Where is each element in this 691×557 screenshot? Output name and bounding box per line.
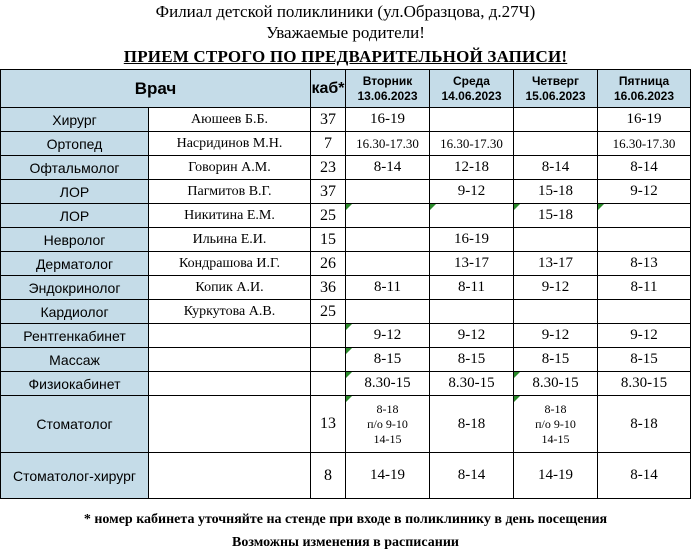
slot-cell: 8-13 [598,252,691,276]
room-cell: 7 [311,132,346,156]
slot-cell [514,300,598,324]
slot-cell: 8-18 [598,396,691,453]
slot-cell [514,132,598,156]
doctor-cell: Пагмитов В.Г. [149,180,311,204]
slot-cell: 8-18 [430,396,514,453]
doctor-cell: Ильина Е.И. [149,228,311,252]
slot-cell: 9-12 [598,180,691,204]
header-day [514,70,598,108]
table-row [1,132,691,156]
table-row [1,156,691,180]
slot-cell [514,228,598,252]
specialty-cell: ЛОР [1,180,149,204]
specialty-cell: Массаж [1,348,149,372]
table-row [1,108,691,132]
slot-cell: 9-12 [514,324,598,348]
slot-cell: 16.30-17.30 [598,132,691,156]
specialty-cell: Хирург [1,108,149,132]
doctor-cell: Насридинов М.Н. [149,132,311,156]
table-row [1,453,691,499]
table-row [1,228,691,252]
greeting: Уважаемые родители! [266,23,425,42]
slot-cell [430,108,514,132]
slot-cell: 8-14 [346,156,430,180]
day-date: 13.06.2023 [357,88,418,103]
slot-cell: 9-12 [598,324,691,348]
slot-cell [430,300,514,324]
room-cell: 25 [311,300,346,324]
slot-cell: 16.30-17.30 [346,132,430,156]
slot-cell: 14-19 [514,453,598,499]
slot-cell: 8.30-15 [346,372,430,396]
slot-cell: 8-15 [598,348,691,372]
doctor-cell [149,372,311,396]
slot-cell: 8.30-15 [430,372,514,396]
slot-cell: 8-11 [346,276,430,300]
day-name: Среда [453,73,490,88]
slot-cell: 8-15 [430,348,514,372]
slot-cell: 8-14 [598,156,691,180]
appointment-notice: ПРИЕМ СТРОГО ПО ПРЕДВАРИТЕЛЬНОЙ ЗАПИСИ! [123,47,568,66]
slot-cell: 16-19 [598,108,691,132]
table-row [1,276,691,300]
room-cell: 37 [311,108,346,132]
doctor-cell: Копик А.И. [149,276,311,300]
room-cell: 15 [311,228,346,252]
slot-cell: 8.30-15 [598,372,691,396]
slot-cell: 8-14 [430,453,514,499]
table-row [1,180,691,204]
schedule-changes-note: Возможны изменения в расписании [232,535,459,550]
header-day [430,70,514,108]
header-day [598,70,691,108]
slot-cell: 15-18 [514,180,598,204]
day-date: 14.06.2023 [441,88,502,103]
table-header-row [1,70,691,108]
specialty-cell: Ортопед [1,132,149,156]
slot-cell [598,300,691,324]
clinic-branch-title: Филиал детской поликлиники (ул.Образцова, д.27Ч) [155,2,536,21]
slot-cell [346,180,430,204]
slot-cell [598,228,691,252]
slot-cell: 9-12 [514,276,598,300]
room-cell: 23 [311,156,346,180]
slot-cell: 8-15 [346,348,430,372]
slot-cell: 8-14 [598,453,691,499]
slot-cell: 8.30-15 [514,372,598,396]
header-day [346,70,430,108]
doctor-cell [149,453,311,499]
header-room: каб* [311,70,346,108]
room-cell: 13 [311,396,346,453]
specialty-cell: Эндокринолог [1,276,149,300]
table-row [1,252,691,276]
doctor-cell [149,396,311,453]
slot-cell: 16-19 [346,108,430,132]
room-cell [311,372,346,396]
specialty-cell: Дерматолог [1,252,149,276]
slot-cell: 8-14 [514,156,598,180]
room-footnote: * номер кабинета уточняйте на стенде при входе в поликлинику в день посещения [83,512,608,527]
doctor-cell: Куркутова А.В. [149,300,311,324]
table-row [1,348,691,372]
slot-cell: 9-12 [430,180,514,204]
slot-cell: 8-11 [430,276,514,300]
slot-cell [430,204,514,228]
specialty-cell: Стоматолог-хирург [1,453,149,499]
slot-cell: 16-19 [430,228,514,252]
doctor-cell [149,348,311,372]
specialty-cell: Рентгенкабинет [1,324,149,348]
slot-cell: 9-12 [346,324,430,348]
room-cell: 25 [311,204,346,228]
room-cell [311,324,346,348]
slot-cell: 9-12 [430,324,514,348]
specialty-cell: Кардиолог [1,300,149,324]
schedule-table [0,69,691,499]
slot-cell: 8-18 п/о 9-10 14-15 [514,396,598,453]
day-name: Четверг [531,73,580,88]
slot-cell [514,108,598,132]
doctor-cell: Аюшеев Б.Б. [149,108,311,132]
room-cell: 26 [311,252,346,276]
specialty-cell: Офтальмолог [1,156,149,180]
room-cell: 36 [311,276,346,300]
room-cell [311,348,346,372]
slot-cell: 16.30-17.30 [430,132,514,156]
doctor-cell: Никитина Е.М. [149,204,311,228]
slot-cell [346,204,430,228]
room-cell: 37 [311,180,346,204]
slot-cell: 13-17 [514,252,598,276]
header-doctor: Врач [1,70,311,108]
doctor-cell: Кондрашова И.Г. [149,252,311,276]
doctor-cell [149,324,311,348]
specialty-cell: ЛОР [1,204,149,228]
slot-cell: 13-17 [430,252,514,276]
slot-cell [598,204,691,228]
day-name: Пятница [618,73,670,88]
slot-cell: 12-18 [430,156,514,180]
slot-cell: 8-11 [598,276,691,300]
table-row [1,396,691,453]
doctor-cell: Говорин А.М. [149,156,311,180]
slot-cell [346,252,430,276]
table-row [1,324,691,348]
slot-cell: 8-15 [514,348,598,372]
specialty-cell: Физиокабинет [1,372,149,396]
day-date: 15.06.2023 [525,88,586,103]
table-row [1,300,691,324]
day-name: Вторник [362,73,413,88]
table-row [1,204,691,228]
table-row [1,372,691,396]
day-date: 16.06.2023 [613,88,675,103]
slot-cell [346,300,430,324]
slot-cell: 15-18 [514,204,598,228]
specialty-cell: Невролог [1,228,149,252]
slot-cell: 8-18 п/о 9-10 14-15 [346,396,430,453]
specialty-cell: Стоматолог [1,396,149,453]
slot-cell [346,228,430,252]
room-cell: 8 [311,453,346,499]
slot-cell: 14-19 [346,453,430,499]
